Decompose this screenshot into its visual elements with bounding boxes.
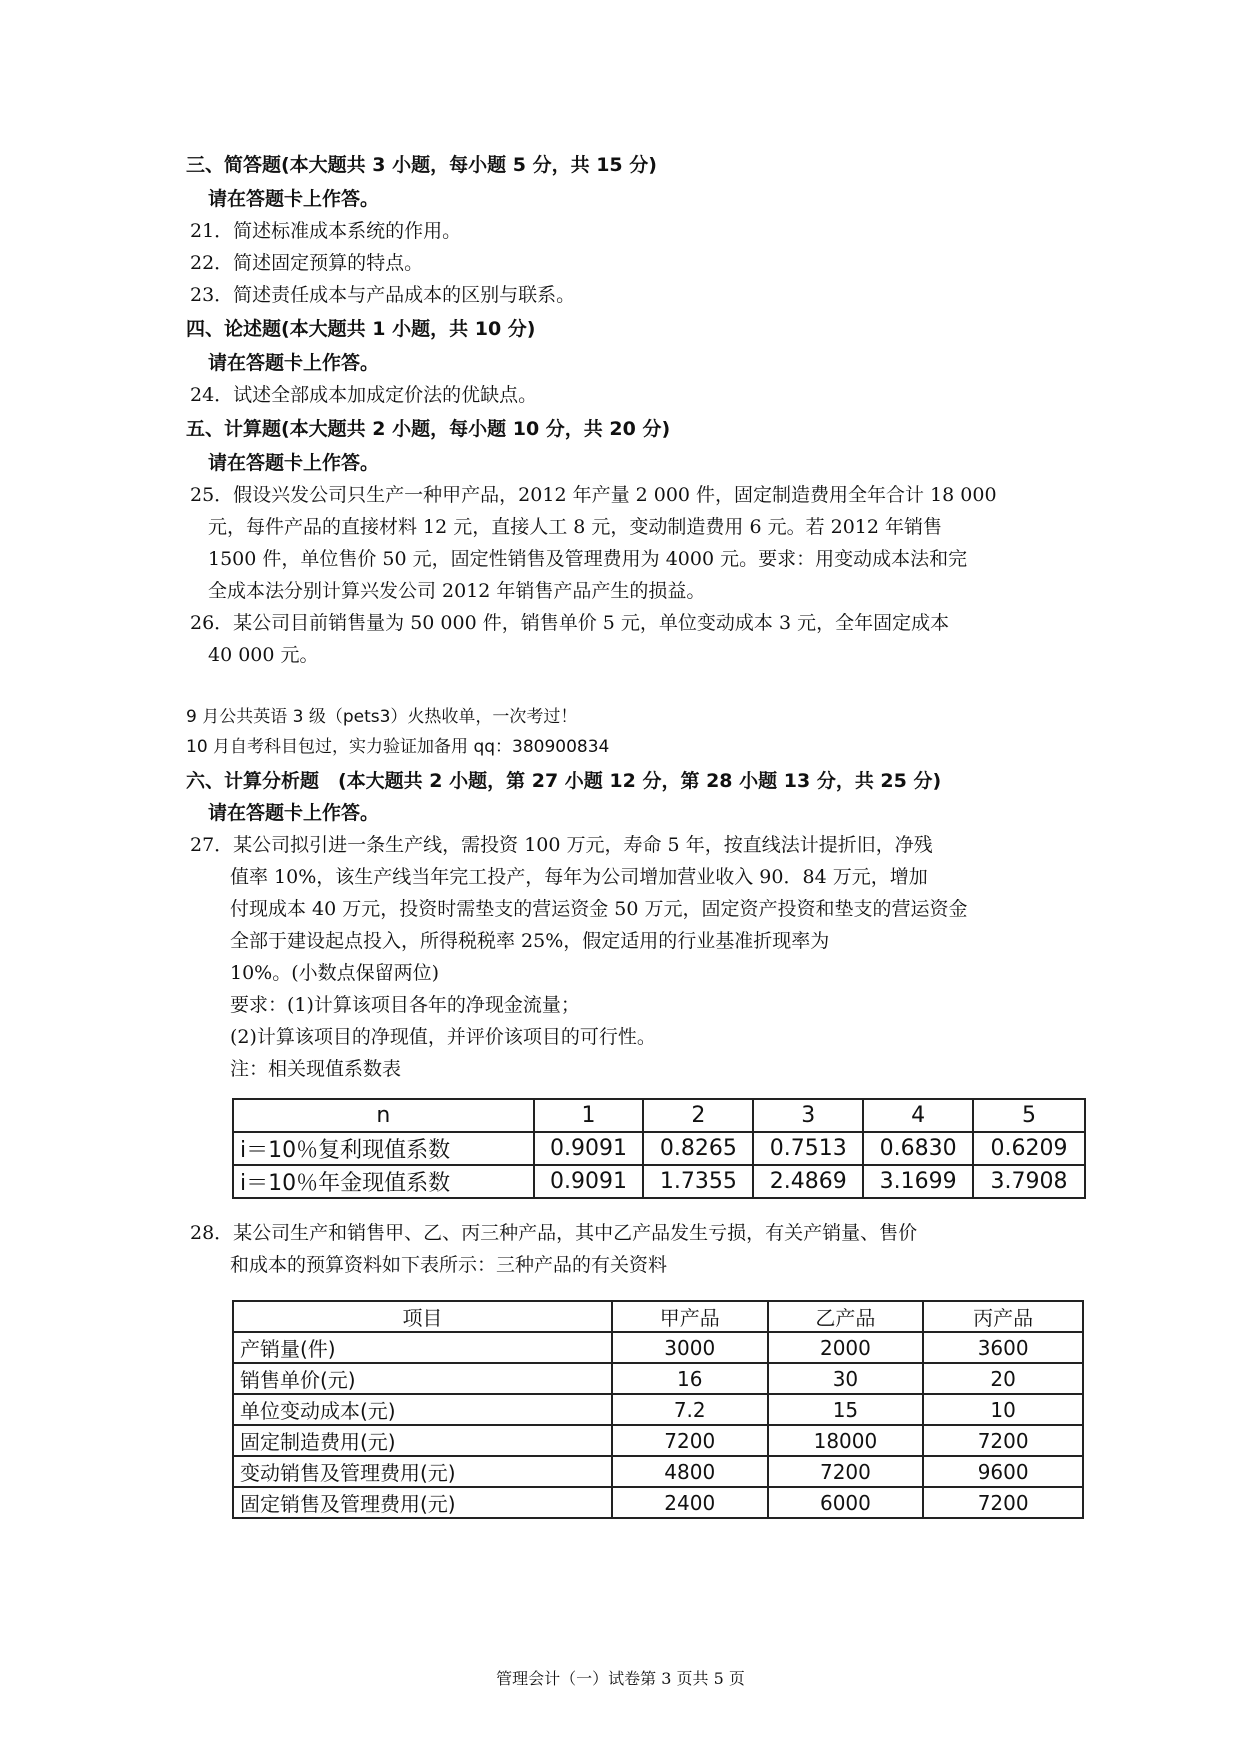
question-27-line: 10%。(小数点保留两位)	[230, 962, 440, 984]
section5-heading: 五、计算题(本大题共 2 小题，每小题 10 分，共 20 分)	[186, 418, 671, 440]
table-cell: 18000	[768, 1425, 924, 1456]
table-cell: 0.6830	[863, 1132, 973, 1165]
table-cell: 0.9091	[534, 1165, 644, 1198]
table-header-cell: 1	[534, 1099, 644, 1132]
table-row	[233, 1425, 1083, 1456]
question-25-line: 全成本法分别计算兴发公司 2012 年销售产品产生的损益。	[208, 580, 706, 602]
table-header-row	[233, 1301, 1083, 1332]
table-cell: 7.2	[612, 1394, 768, 1425]
ad-line-1: 9 月公共英语 3 级（pets3）火热收单，一次考过！	[186, 707, 578, 727]
question-28-line: 和成本的预算资料如下表所示：三种产品的有关资料	[230, 1254, 668, 1276]
table-cell: 7200	[768, 1456, 924, 1487]
table-header-cell: 乙产品	[768, 1301, 924, 1332]
table-cell: 0.8265	[643, 1132, 753, 1165]
table-cell: 7200	[923, 1425, 1083, 1456]
table-row	[233, 1332, 1083, 1363]
question-23: 23．简述责任成本与产品成本的区别与联系。	[190, 284, 576, 306]
table-header-cell: n	[233, 1099, 534, 1132]
question-27-line: 27．某公司拟引进一条生产线，需投资 100 万元，寿命 5 年，按直线法计提折旧，净残	[190, 834, 933, 856]
table-cell: 0.7513	[753, 1132, 863, 1165]
section3-heading: 三、简答题(本大题共 3 小题，每小题 5 分，共 15 分)	[186, 154, 657, 176]
table-header-cell: 甲产品	[612, 1301, 768, 1332]
table-cell: 0.9091	[534, 1132, 644, 1165]
question-25-line: 25．假设兴发公司只生产一种甲产品，2012 年产量 2 000 件，固定制造费用全年合计 18 000	[190, 484, 997, 506]
product-data-table	[232, 1300, 1084, 1519]
section4-heading: 四、论述题(本大题共 1 小题，共 10 分)	[186, 318, 536, 340]
ad-line-2: 10 月自考科目包过，实力验证加备用 qq：380900834	[186, 737, 610, 757]
table-cell: 3.1699	[863, 1165, 973, 1198]
question-22: 22．简述固定预算的特点。	[190, 252, 424, 274]
section6-instruction: 请在答题卡上作答。	[208, 802, 380, 824]
table-header-cell: 4	[863, 1099, 973, 1132]
table-row-label: 变动销售及管理费用(元)	[233, 1456, 612, 1487]
table-row-label: 单位变动成本(元)	[233, 1394, 612, 1425]
table-cell: 7200	[923, 1487, 1083, 1518]
question-27-line: 付现成本 40 万元，投资时需垫支的营运资金 50 万元，固定资产投资和垫支的营运资金	[230, 898, 968, 920]
table-row	[233, 1363, 1083, 1394]
table-header-cell: 5	[973, 1099, 1085, 1132]
table-cell: 2400	[612, 1487, 768, 1518]
table-header-cell: 3	[753, 1099, 863, 1132]
table-row-label: 产销量(件)	[233, 1332, 612, 1363]
question-26-line: 26．某公司目前销售量为 50 000 件，销售单价 5 元，单位变动成本 3 元，全年固定成本	[190, 612, 950, 634]
question-25-line: 元，每件产品的直接材料 12 元，直接人工 8 元，变动制造费用 6 元。若 2012 年销售	[208, 516, 943, 538]
table-cell: 3.7908	[973, 1165, 1085, 1198]
table-cell: 16	[612, 1363, 768, 1394]
question-21: 21．简述标准成本系统的作用。	[190, 220, 462, 242]
question-27-note: 注：相关现值系数表	[230, 1058, 402, 1080]
table-cell: 6000	[768, 1487, 924, 1518]
table-cell: 2000	[768, 1332, 924, 1363]
question-24: 24．试述全部成本加成定价法的优缺点。	[190, 384, 538, 406]
table-header-cell: 丙产品	[923, 1301, 1083, 1332]
table-row	[233, 1394, 1083, 1425]
table-cell: 10	[923, 1394, 1083, 1425]
table-cell: 20	[923, 1363, 1083, 1394]
table-row-label: i＝10％复利现值系数	[233, 1132, 534, 1165]
table-cell: 1.7355	[643, 1165, 753, 1198]
table-cell: 3000	[612, 1332, 768, 1363]
section6-heading: 六、计算分析题 (本大题共 2 小题，第 27 小题 12 分，第 28 小题 13 分，共 25 分)	[186, 770, 942, 792]
table-row-label: 销售单价(元)	[233, 1363, 612, 1394]
question-28-line: 28．某公司生产和销售甲、乙、丙三种产品，其中乙产品发生亏损，有关产销量、售价	[190, 1222, 918, 1244]
page-footer: 管理会计（一）试卷第 3 页共 5 页	[496, 1669, 745, 1688]
question-25-line: 1500 件，单位售价 50 元，固定性销售及管理费用为 4000 元。要求：用变动成本法和完	[208, 548, 968, 570]
table-cell: 3600	[923, 1332, 1083, 1363]
table-header-cell: 2	[643, 1099, 753, 1132]
table-row	[233, 1456, 1083, 1487]
table-header-row	[233, 1099, 1085, 1132]
table-row-label: i＝10％年金现值系数	[233, 1165, 534, 1198]
table-row	[233, 1165, 1085, 1198]
table-cell: 30	[768, 1363, 924, 1394]
present-value-table	[232, 1098, 1086, 1199]
section3-instruction: 请在答题卡上作答。	[208, 188, 380, 210]
question-27-line: 值率 10%，该生产线当年完工投产，每年为公司增加营业收入 90．84 万元，增加	[230, 866, 928, 888]
section4-instruction: 请在答题卡上作答。	[208, 352, 380, 374]
question-27-line: 全部于建设起点投入，所得税税率 25%，假定适用的行业基准折现率为	[230, 930, 830, 952]
table-row-label: 固定制造费用(元)	[233, 1425, 612, 1456]
table-cell: 4800	[612, 1456, 768, 1487]
table-row-label: 固定销售及管理费用(元)	[233, 1487, 612, 1518]
table-row	[233, 1132, 1085, 1165]
question-27-requirement: (2)计算该项目的净现值，并评价该项目的可行性。	[230, 1026, 656, 1048]
table-cell: 0.6209	[973, 1132, 1085, 1165]
table-cell: 9600	[923, 1456, 1083, 1487]
table-row	[233, 1487, 1083, 1518]
question-27-requirement: 要求：(1)计算该项目各年的净现金流量；	[230, 994, 580, 1016]
section5-instruction: 请在答题卡上作答。	[208, 452, 380, 474]
table-header-cell: 项目	[233, 1301, 612, 1332]
table-cell: 7200	[612, 1425, 768, 1456]
table-cell: 2.4869	[753, 1165, 863, 1198]
question-26-line: 40 000 元。	[208, 644, 319, 666]
table-cell: 15	[768, 1394, 924, 1425]
